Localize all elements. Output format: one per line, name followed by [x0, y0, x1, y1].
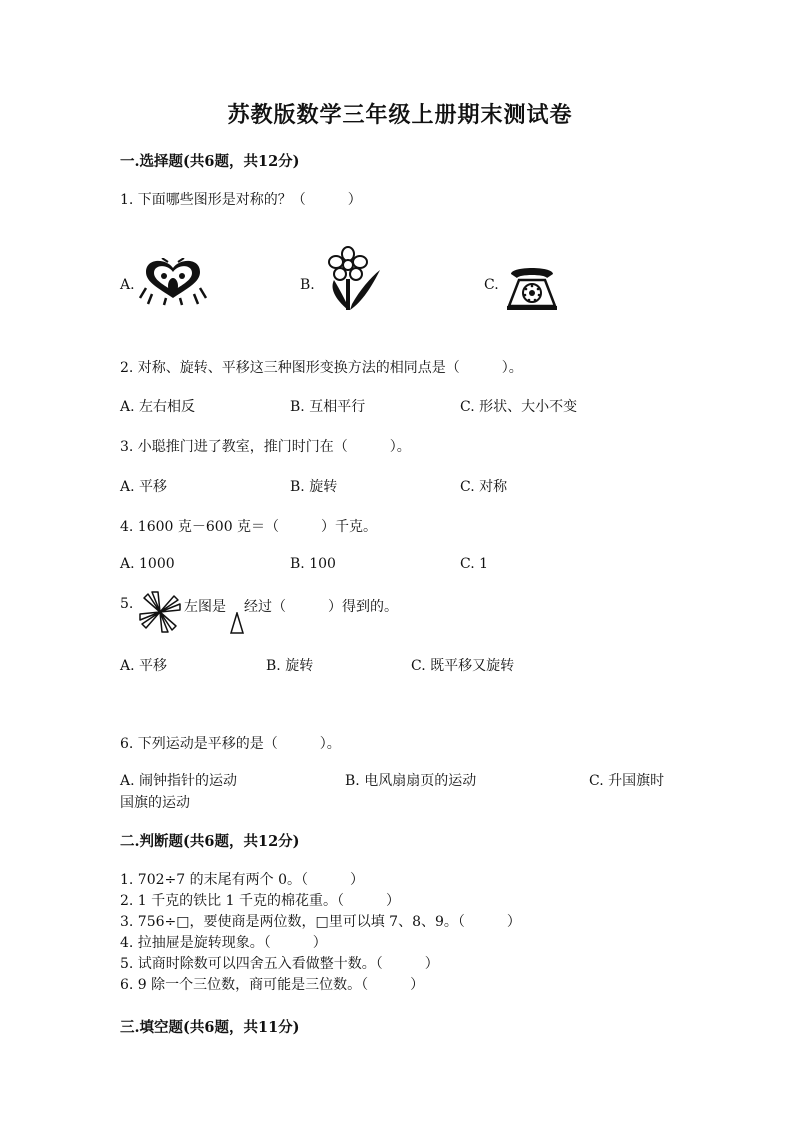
- judge-item-3: 3. 756÷□，要使商是两位数，□里可以填 7、8、9。（ ）: [120, 914, 521, 930]
- question-5-number: 5.: [120, 596, 134, 612]
- question-4-option-b: B. 100: [290, 556, 336, 572]
- question-2-stem: 2. 对称、旋转、平移这三种图形变换方法的相同点是（ ）。: [120, 360, 523, 376]
- question-2-option-b: B. 互相平行: [290, 399, 366, 415]
- page-title: 苏教版数学三年级上册期末测试卷: [227, 102, 573, 128]
- section-heading-fill: 三.填空题(共6题，共11分): [120, 1019, 300, 1036]
- question-4-stem: 4. 1600 克－600 克＝（ ）千克。: [120, 519, 378, 535]
- question-6-option-c-wrap: 国旗的运动: [120, 795, 190, 811]
- question-3-option-b: B. 旋转: [290, 479, 338, 495]
- telephone-icon: [505, 264, 559, 316]
- question-1-option-c: C.: [484, 277, 499, 293]
- question-3-option-a: A. 平移: [120, 479, 168, 495]
- question-6-option-c: C. 升国旗时: [589, 773, 665, 789]
- question-4-option-a: A. 1000: [120, 556, 175, 572]
- judge-item-4: 4. 拉抽屉是旋转现象。（ ）: [120, 935, 327, 951]
- question-6-option-b: B. 电风扇扇页的运动: [345, 773, 477, 789]
- question-5-option-b: B. 旋转: [266, 658, 314, 674]
- question-6-option-a: A. 闹钟指针的运动: [120, 773, 238, 789]
- question-2-option-c: C. 形状、大小不变: [460, 399, 578, 415]
- question-3-option-c: C. 对称: [460, 479, 508, 495]
- triangle-icon: [229, 612, 245, 638]
- section-heading-choice: 一.选择题(共6题，共12分): [120, 153, 300, 170]
- question-1-stem: 1. 下面哪些图形是对称的？（ ）: [120, 192, 362, 208]
- judge-item-2: 2. 1 千克的铁比 1 千克的棉花重。（ ）: [120, 893, 400, 909]
- question-6-stem: 6. 下列运动是平移的是（ ）。: [120, 736, 341, 752]
- judge-item-5: 5. 试商时除数可以四舍五入看做整十数。（ ）: [120, 956, 439, 972]
- question-1-option-a: A.: [120, 277, 135, 293]
- butterfly-icon: [138, 258, 208, 310]
- question-5-stem-suffix: 经过（ ）得到的。: [244, 599, 398, 615]
- judge-item-6: 6. 9 除一个三位数，商可能是三位数。（ ）: [120, 977, 425, 993]
- question-5-stem-mid: 左图是: [184, 599, 226, 615]
- question-5-option-a: A. 平移: [120, 658, 168, 674]
- question-4-option-c: C. 1: [460, 556, 489, 572]
- judge-item-1: 1. 702÷7 的末尾有两个 0。（ ）: [120, 872, 364, 888]
- question-5-option-c: C. 既平移又旋转: [411, 658, 515, 674]
- section-heading-judge: 二.判断题(共6题，共12分): [120, 833, 300, 850]
- question-2-option-a: A. 左右相反: [120, 399, 196, 415]
- question-3-stem: 3. 小聪推门进了教室，推门时门在（ ）。: [120, 439, 411, 455]
- flower-icon: [322, 246, 384, 316]
- pinwheel-icon: [138, 590, 182, 638]
- question-1-option-b: B.: [300, 277, 315, 293]
